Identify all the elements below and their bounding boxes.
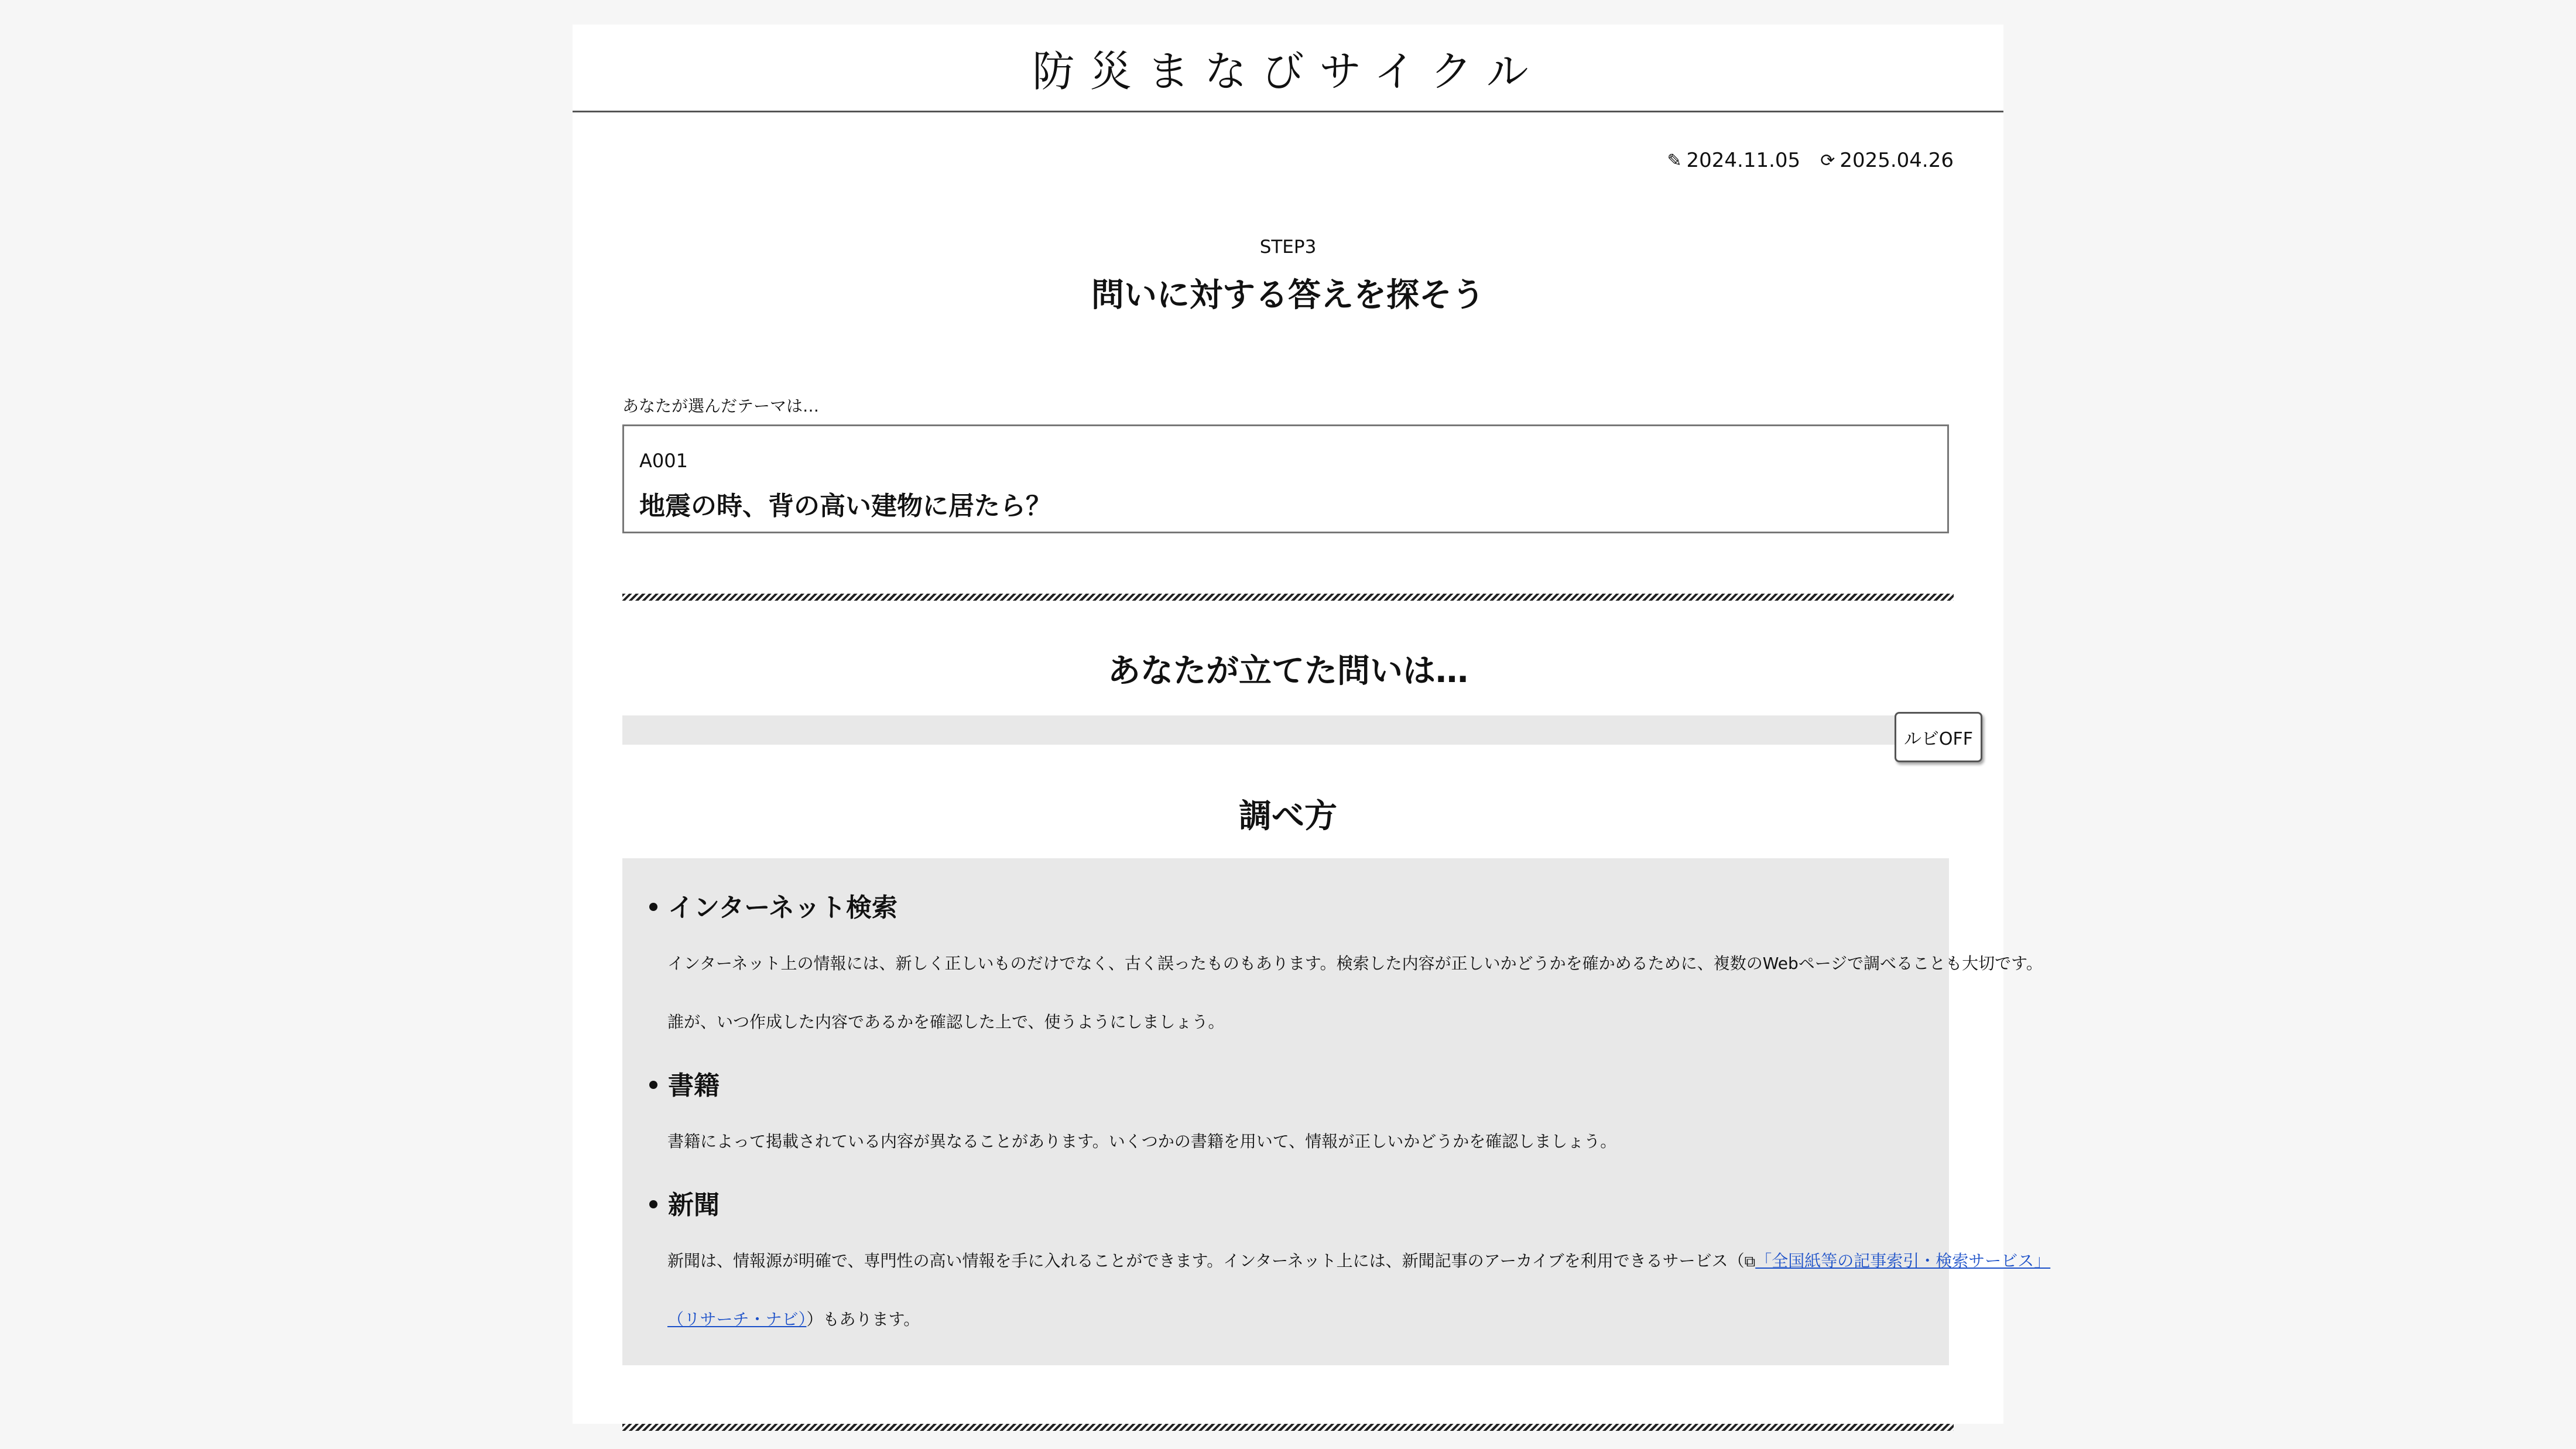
theme-caption: あなたが選んだテーマは… [622, 396, 820, 416]
newspaper-index-link[interactable]: 「全国紙等の記事索引・検索サービス」 [1755, 1251, 2051, 1270]
theme-title: 地震の時、背の高い建物に居たら？ [639, 491, 1051, 521]
bullet-icon [649, 1081, 657, 1089]
question-display [622, 715, 1949, 745]
created-date [1667, 149, 1800, 172]
page-title: 問いに対する答えを探そう [1091, 276, 1485, 314]
method-internet-text-1: インターネット上の情報には、新しく正しいものだけでなく、古く誤ったものもあります。検索した内容が正しいかどうかを確かめるために、複数のWebページで調べることも大切です。 [667, 954, 2043, 973]
method-internet-title: インターネット検索 [649, 886, 898, 924]
methods-heading: 調べ方 [1239, 797, 1337, 835]
updated-date [1820, 149, 1954, 172]
section-divider [622, 594, 1954, 601]
site-header [573, 25, 2003, 112]
method-newspaper-title: 新聞 [649, 1184, 720, 1221]
step-label: STEP3 [1259, 237, 1317, 258]
research-navi-link[interactable]: （リサーチ・ナビ） [667, 1310, 807, 1329]
method-books-text: 書籍によって掲載されている内容が異なることがあります。いくつかの書籍を用いて、情報が正しいかどうかを確認しましょう。 [667, 1132, 1617, 1151]
method-internet-text-2: 誰が、いつ作成した内容であるかを確認した上で、使うようにしましょう。 [667, 1012, 1225, 1032]
section-divider-bottom [622, 1424, 1954, 1431]
bullet-icon [649, 1200, 657, 1208]
theme-id: A001 [639, 450, 688, 472]
refresh-icon: ⟳ [1820, 150, 1835, 171]
bullet-icon [649, 903, 657, 911]
method-books-title: 書籍 [649, 1064, 720, 1102]
site-logo[interactable]: 防災まなびサイクル [1032, 46, 1544, 96]
question-heading: あなたが立てた問いは… [1108, 652, 1468, 690]
methods-panel [622, 858, 2051, 1365]
date-info [1667, 149, 1954, 172]
pen-icon: ✎ [1667, 150, 1682, 171]
created-date-text: 2024.11.05 [1686, 149, 1801, 172]
external-link-icon: ⧉ [1744, 1253, 1756, 1270]
theme-box [622, 424, 1949, 533]
ruby-toggle-button[interactable]: ルビOFF [1895, 712, 1982, 762]
updated-date-text: 2025.04.26 [1839, 149, 1954, 172]
method-newspaper-text-2: （リサーチ・ナビ））もあります。 [667, 1310, 920, 1329]
page-container [573, 25, 2051, 1424]
method-newspaper-text: 新聞は、情報源が明確で、専門性の高い情報を手に入れることができます。インターネット上には、新聞記事のアーカイブを利用できるサービス（⧉「全国紙等の記事索引・検索サービス」 [667, 1251, 2051, 1270]
